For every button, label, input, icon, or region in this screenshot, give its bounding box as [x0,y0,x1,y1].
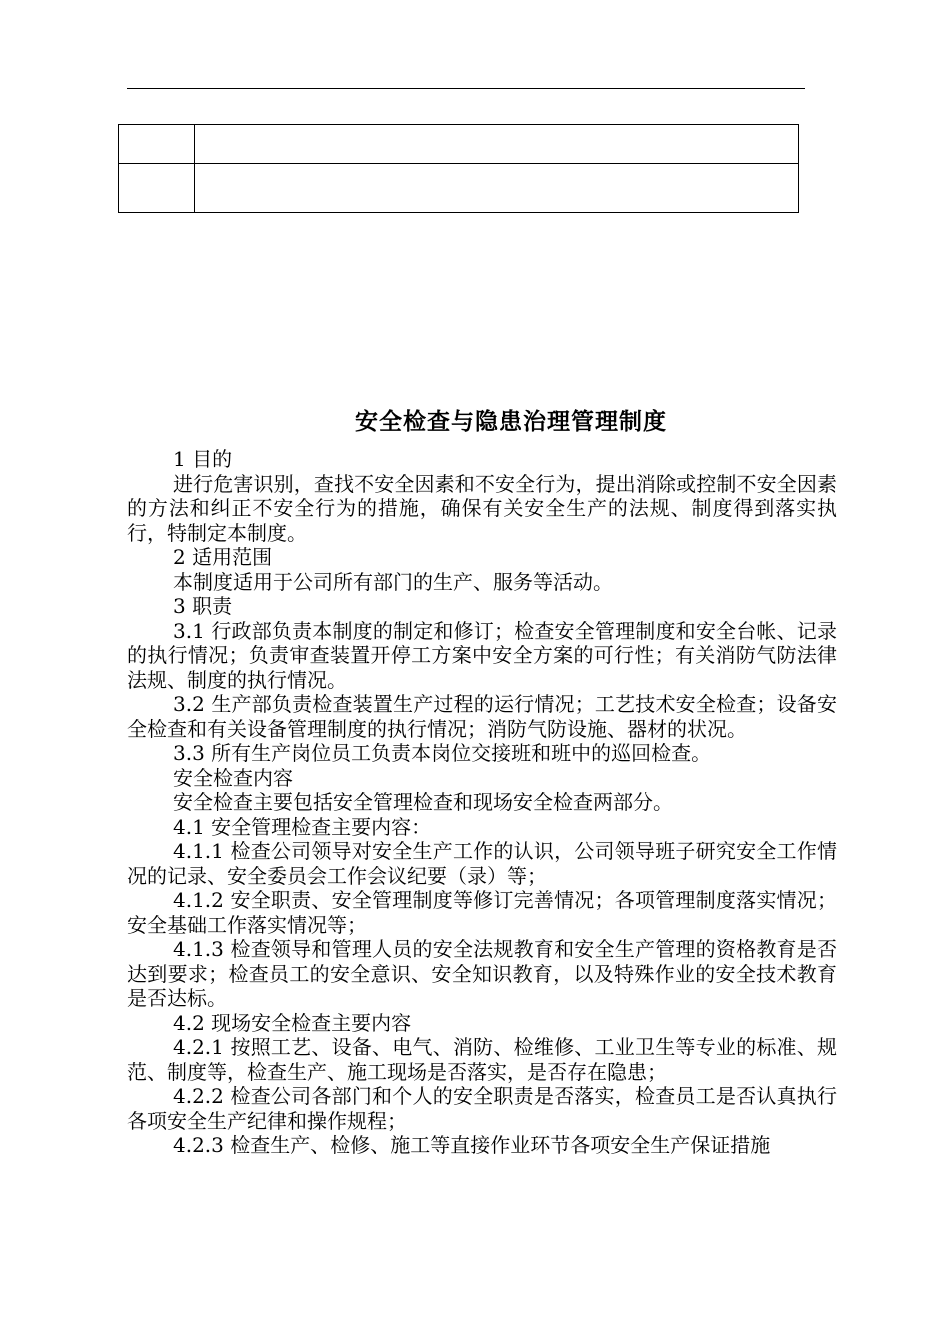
paragraph: 3.3 所有生产岗位员工负责本岗位交接班和班中的巡回检查。 [173,741,712,765]
section-heading: 2 适用范围 [173,545,273,569]
paragraph: 安全检查主要包括安全管理检查和现场安全检查两部分。 [173,790,673,814]
paragraph: 3.2 生产部负责检查装置生产过程的运行情况；工艺技术安全检查；设备安全检查和有关设备管理制度的执行情况；消防气防设施、器材的状况。 [127,692,837,741]
paragraph: 进行危害识别，查找不安全因素和不安全行为，提出消除或控制不安全因素的方法和纠正不安全行为的措施，确保有关安全生产的法规、制度得到落实执行，特制定本制度。 [127,471,837,545]
paragraph: 4.2.2 检查公司各部门和个人的安全职责是否落实，检查员工是否认真执行各项安全生产纪律和操作规程； [127,1084,837,1133]
section-heading: 安全检查内容 [173,765,293,790]
header-table [118,124,799,213]
header-rule [127,88,805,89]
table-cell-value [195,125,799,164]
subsection-heading: 4.1 安全管理检查主要内容： [173,814,432,839]
document-title: 安全检查与隐患治理管理制度 [355,408,667,435]
section-heading: 1 目的 [173,447,233,471]
paragraph: 4.1.3 检查领导和管理人员的安全法规教育和安全生产管理的资格教育是否达到要求；检查员工的安全意识、安全知识教育，以及特殊作业的安全技术教育是否达标。 [127,937,837,1010]
table-cell-label [119,164,195,213]
table-cell-value [195,164,799,213]
table-cell-label [119,125,195,164]
table-row [119,125,799,164]
section-heading: 3 职责 [173,594,233,618]
table-row [119,164,799,213]
document-body [127,447,837,1158]
paragraph: 3.1 行政部负责本制度的制定和修订；检查安全管理制度和安全台帐、记录的执行情况；负责审查装置开停工方案中安全方案的可行性；有关消防气防法律法规、制度的执行情况。 [127,618,837,692]
paragraph: 4.2.1 按照工艺、设备、电气、消防、检维修、工业卫生等专业的标准、规范、制度等，检查生产、施工现场是否落实，是否存在隐患； [127,1035,837,1084]
subsection-heading: 4.2 现场安全检查主要内容 [173,1010,412,1035]
paragraph: 4.1.1 检查公司领导对安全生产工作的认识，公司领导班子研究安全工作情况的记录、安全委员会工作会议纪要（录）等； [127,839,837,888]
paragraph: 本制度适用于公司所有部门的生产、服务等活动。 [173,569,613,594]
paragraph: 4.2.3 检查生产、检修、施工等直接作业环节各项安全生产保证措施 [173,1133,771,1157]
paragraph: 4.1.2 安全职责、安全管理制度等修订完善情况；各项管理制度落实情况；安全基础工作落实情况等； [127,888,837,937]
